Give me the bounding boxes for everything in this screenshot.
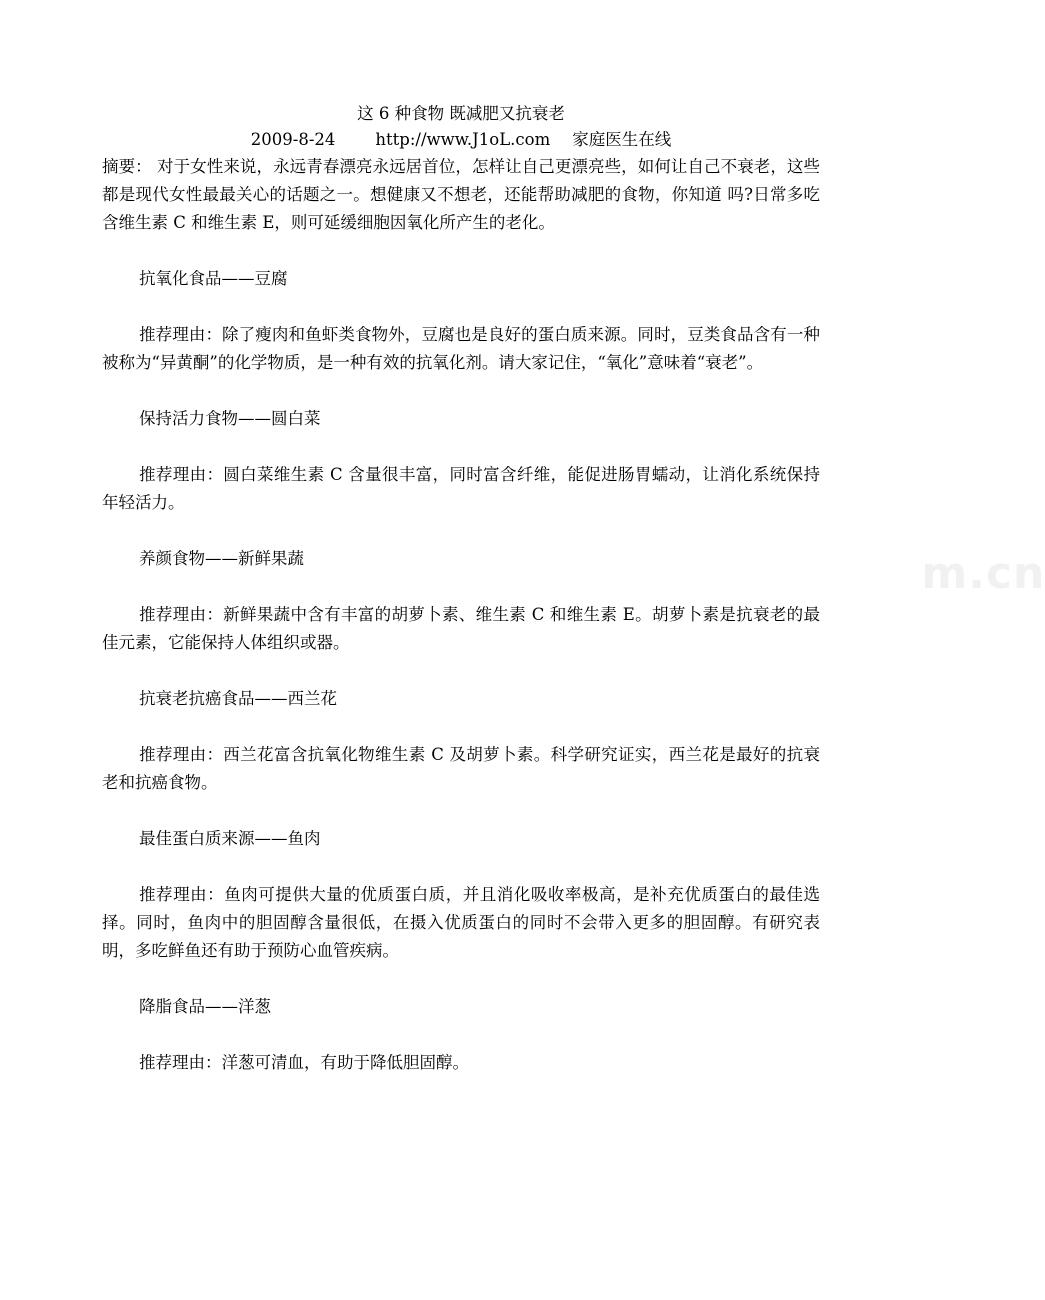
section-reason: 推荐理由：洋葱可清血，有助于降低胆固醇。 <box>139 1053 469 1072</box>
article-source: 家庭医生在线 <box>572 130 672 149</box>
section-reason: 推荐理由：新鲜果蔬中含有丰富的胡萝卜素、维生素 C 和维生素 E。胡萝卜素是抗衰老的最佳元素，它能保持人体组织或器。 <box>102 605 820 652</box>
article-abstract: 摘要： 对于女性来说，永远青春漂亮永远居首位，怎样让自己更漂亮些，如何让自己不衰老，这些都是现代女性最最关心的话题之一。想健康又不想老，还能帮助减肥的食物，你知道 吗?日常多吃含维生素 C 和维生素 E，则可延缓细胞因氧化所产生的老化。 <box>102 157 820 232</box>
article-meta <box>102 127 820 153</box>
section-reason: 推荐理由：西兰花富含抗氧化物维生素 C 及胡萝卜素。科学研究证实，西兰花是最好的抗衰老和抗癌食物。 <box>102 745 820 792</box>
section-heading: 保持活力食物——圆白菜 <box>139 409 321 428</box>
section-heading: 抗衰老抗癌食品——西兰花 <box>139 689 337 708</box>
section-reason: 推荐理由：除了瘦肉和鱼虾类食物外，豆腐也是良好的蛋白质来源。同时，豆类食品含有一种被称为“异黄酮”的化学物质，是一种有效的抗氧化剂。请大家记住，“氧化”意味着“衰老”。 <box>102 325 820 372</box>
article-title: 这 6 种食物 既减肥又抗衰老 <box>357 104 565 123</box>
section-reason: 推荐理由：鱼肉可提供大量的优质蛋白质，并且消化吸收率极高，是补充优质蛋白的最佳选择。同时，鱼肉中的胆固醇含量很低，在摄入优质蛋白的同时不会带入更多的胆固醇。有研究表明，多吃鲜鱼还有助于预防心血管疾病。 <box>102 885 820 960</box>
article-date: 2009-8-24 <box>250 130 336 149</box>
section-heading: 养颜食物——新鲜果蔬 <box>139 549 304 568</box>
section-heading: 最佳蛋白质来源——鱼肉 <box>139 829 321 848</box>
section-heading: 抗氧化食品——豆腐 <box>139 269 288 288</box>
article-url: http://www.J1oL.com <box>375 130 551 149</box>
document-page <box>102 100 820 1077</box>
section-heading: 降脂食品——洋葱 <box>139 997 271 1016</box>
watermark: www.zixin.com.cn <box>585 548 1045 599</box>
section-reason: 推荐理由：圆白菜维生素 C 含量很丰富，同时富含纤维，能促进肠胃蠕动，让消化系统保持年轻活力。 <box>102 465 820 512</box>
